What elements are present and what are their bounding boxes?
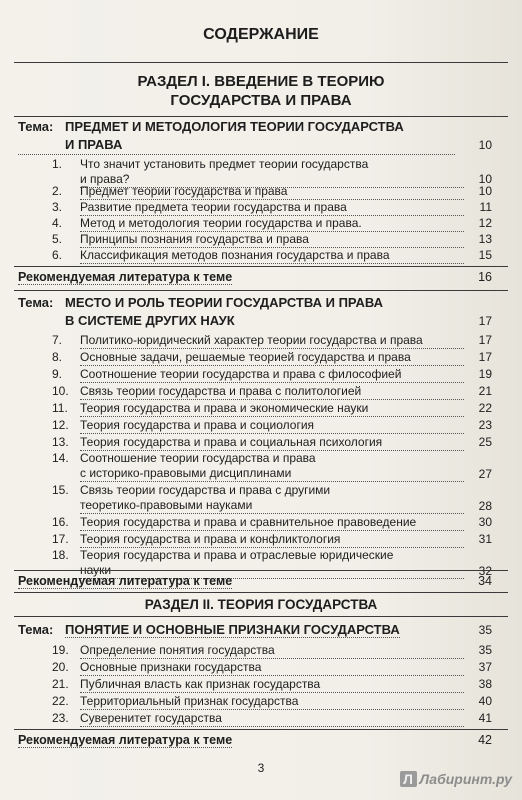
separator-line (14, 290, 508, 291)
separator-line (14, 592, 508, 593)
separator-line (14, 616, 508, 617)
separator-line (14, 266, 508, 267)
recommended-literature: Рекомендуемая литература к теме 42 (18, 733, 492, 747)
page-title: СОДЕРЖАНИЕ (203, 26, 319, 43)
toc-item: 15. Связь теории государства и права с другими теоретико-правовыми науками 28 (52, 483, 492, 513)
labirint-logo-icon: Л (400, 771, 417, 787)
separator-line (14, 729, 508, 730)
toc-item: 18. Теория государства и права и отраслевые юридические науки 32 (52, 548, 492, 578)
topic-heading: Тема: МЕСТО И РОЛЬ ТЕОРИИ ГОСУДАРСТВА И ПРАВА В СИСТЕМЕ ДРУГИХ НАУК (18, 295, 383, 328)
section-heading: РАЗДЕЛ I. ВВЕДЕНИЕ В ТЕОРИЮ ГОСУДАРСТВА И ПРАВА (137, 73, 385, 109)
topic-heading: Тема: ПРЕДМЕТ И МЕТОДОЛОГИЯ ТЕОРИИ ГОСУДАРСТВА И ПРАВА (18, 118, 488, 155)
recommended-literature: Рекомендуемая литература к теме 34 (18, 574, 492, 588)
recommended-literature: Рекомендуемая литература к теме 16 (18, 270, 492, 284)
book-page: СОДЕРЖАНИЕ РАЗДЕЛ I. ВВЕДЕНИЕ В ТЕОРИЮ ГОСУДАРСТВА И ПРАВА Тема: ПРЕДМЕТ И МЕТОДОЛОГИЯ ТЕОРИИ ГОСУДАРСТВА И ПРАВА 10 1. Что значит установить предмет теории государства и права? 10 2. Предмет теории государства и права 10 3. Развитие предмета теории государства и права 11 4. Метод и методология теории государства и права. 12 5. Принципы познания государства и права 13 6. Классификация методов познания государства и права 15 Рекомендуемая литература к теме 16 Тема: МЕСТО И РОЛЬ ТЕОРИИ ГОСУДАРСТВА И ПРАВА В СИСТЕМЕ ДРУГИХ НАУК 17 7. Политико-юридический характер теории государства и права 17 8. Основные задачи, решаемые теорией государства и права 17 9. Соотношение теории государства и права с философией 19 10. Связь теории государства и права с политологией 21 11. Теория государства и права и экономические науки 22 12. Теория государства и права и социология 23 13. Теория государства и права и социальная психология 25 14. Соотношение теории государства и права с историко-правовыми дисциплинами 27 15. Связь теории государства и права с другими теоретико-правовыми науками 28 16. Теория государства и права и сравнительное правоведение 30 17. Теория государства и права и конфликтология 31 18. Теория государства и права и отраслевые юридические науки 32 Рекомендуемая литература к теме 34 РАЗДЕЛ II. ТЕОРИЯ ГОСУДАРСТВА Тема: ПОНЯТИЕ И ОСНОВНЫЕ ПРИЗНАКИ ГОСУДАРСТВА 35 19. Определение понятия государства 35 20. Основные признаки государства 37 21. Публичная власть как признак государства 38 22. Территориальный признак государства 40 23. Суверенитет государства 41 Рекомендуемая литература к теме 42 3 Л Лабиринт.ру (0, 0, 522, 800)
watermark: Л Лабиринт.ру (400, 771, 512, 787)
toc-item: 1. Что значит установить предмет теории государства и права? 10 (52, 157, 492, 186)
topic-heading: Тема: ПОНЯТИЕ И ОСНОВНЫЕ ПРИЗНАКИ ГОСУДАРСТВА (18, 622, 400, 637)
separator-line (14, 62, 508, 63)
page-number: 3 (257, 761, 265, 775)
separator-line (14, 116, 508, 117)
toc-item: 14. Соотношение теории государства и права с историко-правовыми дисциплинами 27 (52, 451, 492, 481)
section-heading: РАЗДЕЛ II. ТЕОРИЯ ГОСУДАРСТВА (144, 597, 378, 612)
separator-line (14, 570, 508, 571)
